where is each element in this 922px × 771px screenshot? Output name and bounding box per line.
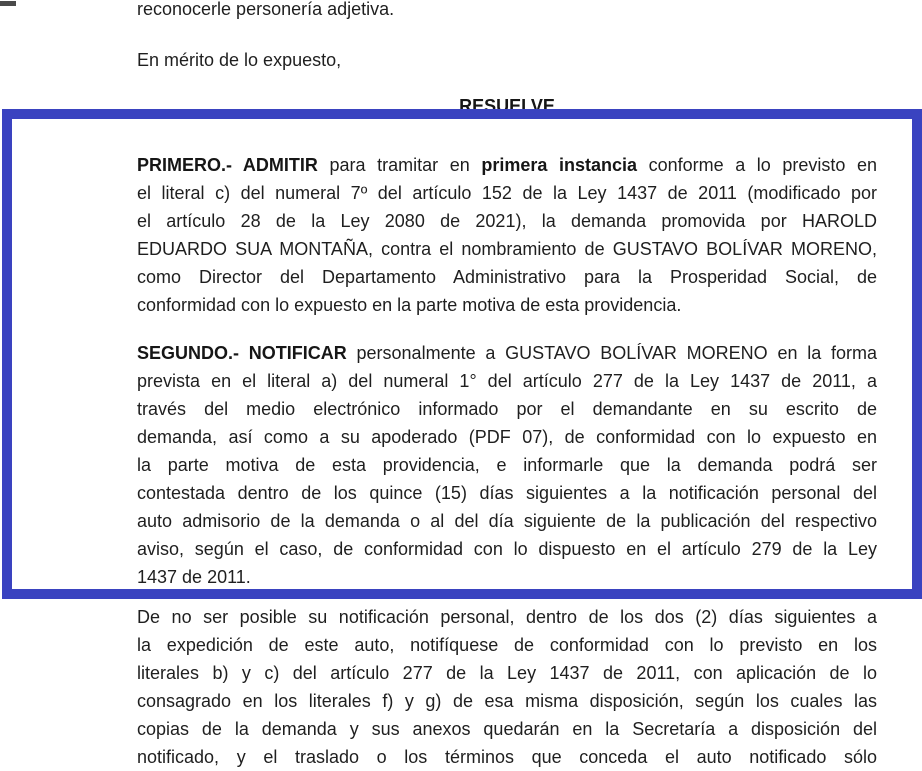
document-text-bold: PRIMERO.- ADMITIR: [137, 155, 318, 175]
document-text-run: auto admisorio de la demanda o al del día siguiente de la publicación del respectivo: [137, 511, 877, 531]
document-text-run: consagrado en los literales f) y g) de esa misma disposición, según los cuales las: [137, 691, 877, 711]
document-line: [137, 563, 877, 591]
document-text-run: EDUARDO SUA MONTAÑA, contra el nombramiento de GUSTAVO BOLÍVAR MORENO,: [137, 239, 877, 259]
document-line: [137, 179, 877, 207]
document-text-run: De no ser posible su notificación personal, dentro de los dos (2) días siguientes a: [137, 607, 877, 627]
document-text-run: demanda, así como a su apoderado (PDF 07), de conformidad con lo expuesto en: [137, 427, 877, 447]
document-text-run: para tramitar en: [317, 155, 482, 175]
document-line: [137, 0, 877, 23]
resolve-heading: RESUELVE: [459, 96, 555, 116]
document-line: [137, 631, 877, 659]
document-line: [137, 743, 877, 771]
document-line: [137, 151, 877, 179]
paragraph-intro-tail: [137, 0, 877, 23]
paragraph-fallback-notification: [137, 603, 877, 771]
document-text-run: En mérito de lo expuesto,: [137, 50, 342, 70]
document-text-run: copias de la demanda y sus anexos quedarán en la Secretaría a disposición del: [137, 719, 877, 739]
document-text-run: conforme a lo previsto en: [636, 155, 878, 175]
paragraph-primero-admitir: [137, 151, 877, 319]
document-line: [137, 46, 877, 74]
document-line: [137, 263, 877, 291]
document-text-run: el artículo 28 de la Ley 2080 de 2021), la demanda promovida por HAROLD: [137, 211, 877, 231]
paragraph-merit: [137, 46, 877, 74]
document-line: [137, 535, 877, 563]
document-line: [137, 207, 877, 235]
document-text-run: través del medio electrónico informado por el demandante en su escrito de: [137, 399, 877, 419]
document-line: [137, 507, 877, 535]
document-line: [137, 659, 877, 687]
document-text-run: la parte motiva de esta providencia, e informarle que la demanda podrá ser: [137, 455, 877, 475]
document-line: [137, 715, 877, 743]
document-text-run: 1437 de 2011.: [137, 567, 251, 587]
document-text-run: notificado, y el traslado o los términos que conceda el auto notificado sólo: [137, 747, 877, 767]
document-line: [137, 603, 877, 631]
document-text-run: conformidad con lo expuesto en la parte motiva de esta providencia.: [137, 295, 682, 315]
document-text-run: reconocerle personería adjetiva.: [137, 0, 395, 19]
document-line: [137, 423, 877, 451]
document-text-run: prevista en el literal a) del numeral 1° del artículo 277 de la Ley 1437 de 2011, a: [137, 371, 877, 391]
paragraph-segundo-notificar: [137, 339, 877, 591]
document-line: [137, 451, 877, 479]
document-text-run: contestada dentro de los quince (15) días siguientes a la notificación personal del: [137, 483, 877, 503]
document-text-run: personalmente a GUSTAVO BOLÍVAR MORENO en la forma: [346, 343, 878, 363]
document-text-run: como Director del Departamento Administrativo para la Prosperidad Social, de: [137, 267, 877, 287]
document-text: [137, 0, 877, 771]
document-line: [137, 235, 877, 263]
document-line: [137, 339, 877, 367]
document-line: [137, 395, 877, 423]
document-text-run: la expedición de este auto, notifíquese de conformidad con lo previsto en los: [137, 635, 877, 655]
document-text-run: el literal c) del numeral 7º del artículo 152 de la Ley 1437 de 2011 (modificado por: [137, 183, 877, 203]
document-text-run: aviso, según el caso, de conformidad con lo dispuesto en el artículo 279 de la Ley: [137, 539, 877, 559]
document-text-bold: SEGUNDO.- NOTIFICAR: [137, 343, 347, 363]
corner-artifact: [0, 1, 16, 6]
document-text-bold: primera instancia: [481, 155, 637, 175]
document-line: [137, 479, 877, 507]
document-line: [137, 367, 877, 395]
document-line: [137, 291, 877, 319]
document-text-run: literales b) y c) del artículo 277 de la Ley 1437 de 2011, con aplicación de lo: [137, 663, 877, 683]
document-line: [137, 687, 877, 715]
